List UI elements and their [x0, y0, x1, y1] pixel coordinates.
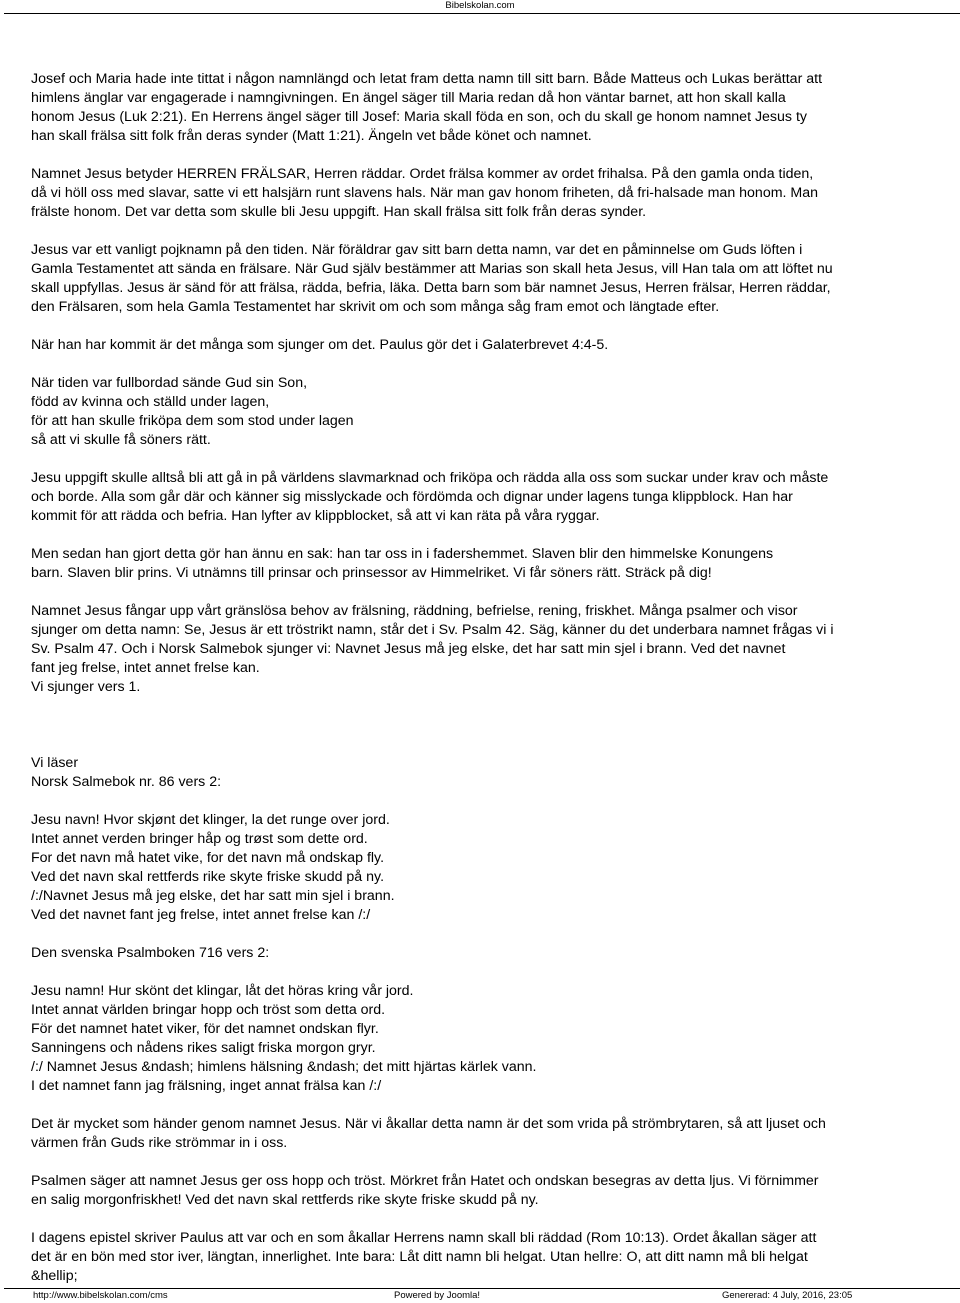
text-line: född av kvinna och ställd under lagen,	[31, 394, 270, 410]
text-line: Jesus var ett vanligt pojknamn på den tiden. När föräldrar gav sitt barn detta namn, var det en påminnelse om Guds löften i	[31, 242, 803, 258]
paragraph	[31, 241, 960, 317]
text-line: Norsk Salmebok nr. 86 vers 2:	[31, 774, 222, 790]
text-line: då vi höll oss med slavar, satte vi ett halsjärn runt slavens hals. När man gav honom friheten, då fri-halsade man honom. Man	[31, 185, 819, 201]
header-divider	[4, 13, 960, 14]
text-line: Ved det navnet fant jeg frelse, intet annet frelse kan /:/	[31, 907, 371, 923]
paragraph	[31, 165, 960, 222]
text-line: Ved det navn skal rettferds rike skyte friske skudd på ny.	[31, 869, 385, 885]
text-line: kommit för att rädda och befria. Han lyfter av klippblocket, så att vi kan räta på våra ryggar.	[31, 508, 600, 524]
text-line: /:/Navnet Jesus må jeg elske, det har satt min sjel i brann.	[31, 888, 395, 904]
text-line: och borde. Alla som går där och känner sig misslyckade och fördömda och dignar under lagens tunga klippblock. Han har	[31, 489, 793, 505]
text-line: Gamla Testamentet att sända en frälsare. När Gud själv bestämmer att Marias son skall heta Jesus, vill Han tala om att löftet nu	[31, 261, 833, 277]
text-line: frälste honom. Det var detta som skulle bli Jesu uppgift. Han skall frälsa sitt folk från deras synder.	[31, 204, 647, 220]
text-line: det är en bön med stor iver, längtan, innerlighet. Inte bara: Låt ditt namn bli helgat. Utan hellre: O, att ditt namn må bli helgat	[31, 1249, 808, 1265]
text-line: Jesu uppgift skulle alltså bli att gå in på världens slavmarknad och friköpa och rädda alla oss som suckar under krav och måste	[31, 470, 829, 486]
text-line: värmen från Guds rike strömmar in i oss.	[31, 1135, 288, 1151]
text-line: När tiden var fullbordad sände Gud sin Son,	[31, 375, 308, 391]
text-line: For det navn må hatet vike, for det navn må ondskap fly.	[31, 850, 385, 866]
text-line: Vi sjunger vers 1.	[31, 679, 141, 695]
text-line: Intet annat världen bringar hopp och tröst som detta ord.	[31, 1002, 386, 1018]
text-line: barn. Slaven blir prins. Vi utnämns till prinsar och prinsessor av Himmelriket. Vi får söners rätt. Sträck på dig!	[31, 565, 712, 581]
paragraph	[31, 336, 960, 355]
hymn-verse-swedish	[31, 982, 960, 1096]
text-line: Det är mycket som händer genom namnet Jesus. När vi åkallar detta namn är det som vrida på strömbrytaren, så att ljuset och	[31, 1116, 826, 1132]
text-line: När han har kommit är det många som sjunger om det. Paulus gör det i Galaterbrevet 4:4-5.	[31, 337, 609, 353]
text-line: en salig morgonfriskhet! Ved det navn skal rettferds rike skyte friske skudd på ny.	[31, 1192, 539, 1208]
footer-divider	[4, 1288, 960, 1289]
text-line: för att han skulle friköpa dem som stod under lagen	[31, 413, 354, 429]
footer-powered-by: Powered by Joomla!	[394, 1290, 481, 1301]
text-line: För det namnet hatet viker, för det namnet ondskan flyr.	[31, 1021, 379, 1037]
text-line: Josef och Maria hade inte tittat i någon namnlängd och letat fram detta namn till sitt barn. Både Matteus och Lukas berättar att	[31, 71, 823, 87]
paragraph	[31, 469, 960, 526]
footer-generated-date: Genererad: 4 July, 2016, 23:05	[722, 1290, 853, 1301]
scripture-quote	[31, 374, 960, 450]
text-line: I dagens epistel skriver Paulus att var och en som åkallar Herrens namn skall bli räddad (Rom 10:13). Ordet åkallan säger att	[31, 1230, 817, 1246]
text-line: fant jeg frelse, intet annet frelse kan.	[31, 660, 260, 676]
text-line: Sv. Psalm 47. Och i Norsk Salmebok sjunger vi: Navnet Jesus må jeg elske, det har satt min sjel i brann. Ved det navnet	[31, 641, 786, 657]
text-line: Jesu namn! Hur skönt det klingar, låt det höras kring vår jord.	[31, 983, 414, 999]
text-line: Men sedan han gjort detta gör han ännu en sak: han tar oss in i fadershemmet. Slaven blir den himmelske Konungens	[31, 546, 774, 562]
text-line: /:/ Namnet Jesus &ndash; himlens hälsning &ndash; det mitt hjärtas kärlek vann.	[31, 1059, 537, 1075]
text-line: Vi läser	[31, 755, 79, 771]
footer-url: http://www.bibelskolan.com/cms	[33, 1290, 168, 1301]
text-line: Psalmen säger att namnet Jesus ger oss hopp och tröst. Mörkret från Hatet och ondskan besegras av detta ljus. Vi förnimmer	[31, 1173, 819, 1189]
text-line: &hellip;	[31, 1268, 78, 1284]
text-line: I det namnet fann jag frälsning, inget annat frälsa kan /:/	[31, 1078, 382, 1094]
text-line: skall uppfyllas. Jesus är sänd för att frälsa, rädda, befria, läka. Detta barn som bär namnet Jesus, Herren frälsar, Herren räddar,	[31, 280, 831, 296]
text-line: honom Jesus (Luk 2:21). En Herrens ängel säger till Josef: Maria skall föda en son, och du skall ge honom namnet Jesus ty	[31, 109, 807, 125]
text-line: Den svenska Psalmboken 716 vers 2:	[31, 945, 270, 961]
paragraph	[31, 1229, 960, 1286]
paragraph	[31, 545, 960, 583]
article-body	[31, 70, 960, 1286]
site-title: Bibelskolan.com	[445, 0, 515, 11]
paragraph	[31, 70, 960, 146]
text-line: Sanningens och nådens rikes saligt friska morgon gryr.	[31, 1040, 376, 1056]
text-line: så att vi skulle få söners rätt.	[31, 432, 211, 448]
page-header	[0, 0, 960, 12]
hymn-title-swedish	[31, 944, 960, 963]
text-line: den Frälsaren, som hela Gamla Testamentet har skrivit om och som många såg fram emot och längtade efter.	[31, 299, 720, 315]
paragraph	[31, 1115, 960, 1153]
text-line: Jesu navn! Hvor skjønt det klinger, la det runge over jord.	[31, 812, 390, 828]
text-line: han skall frälsa sitt folk från deras synder (Matt 1:21). Ängeln vet både könet och namnet.	[31, 128, 592, 144]
paragraph	[31, 602, 960, 697]
text-line: Namnet Jesus fångar upp vårt gränslösa behov av frälsning, räddning, befrielse, rening, friskhet. Många psalmer och visor	[31, 603, 798, 619]
text-line: sjunger om detta namn: Se, Jesus är ett tröstrikt namn, står det i Sv. Psalm 42. Säg, känner du det underbara namnet frågas vi i	[31, 622, 834, 638]
paragraph	[31, 1172, 960, 1210]
hymn-verse-norwegian	[31, 811, 960, 925]
page-footer	[0, 1290, 960, 1303]
hymn-intro	[31, 754, 960, 792]
text-line: Intet annet verden bringer håp og trøst som dette ord.	[31, 831, 368, 847]
text-line: himlens änglar var engagerade i namngivningen. En ängel säger till Maria redan då hon väntar barnet, att hon skall kalla	[31, 90, 786, 106]
text-line: Namnet Jesus betyder HERREN FRÄLSAR, Herren räddar. Ordet frälsa kommer av ordet frihalsa. På den gamla onda tiden,	[31, 166, 814, 182]
